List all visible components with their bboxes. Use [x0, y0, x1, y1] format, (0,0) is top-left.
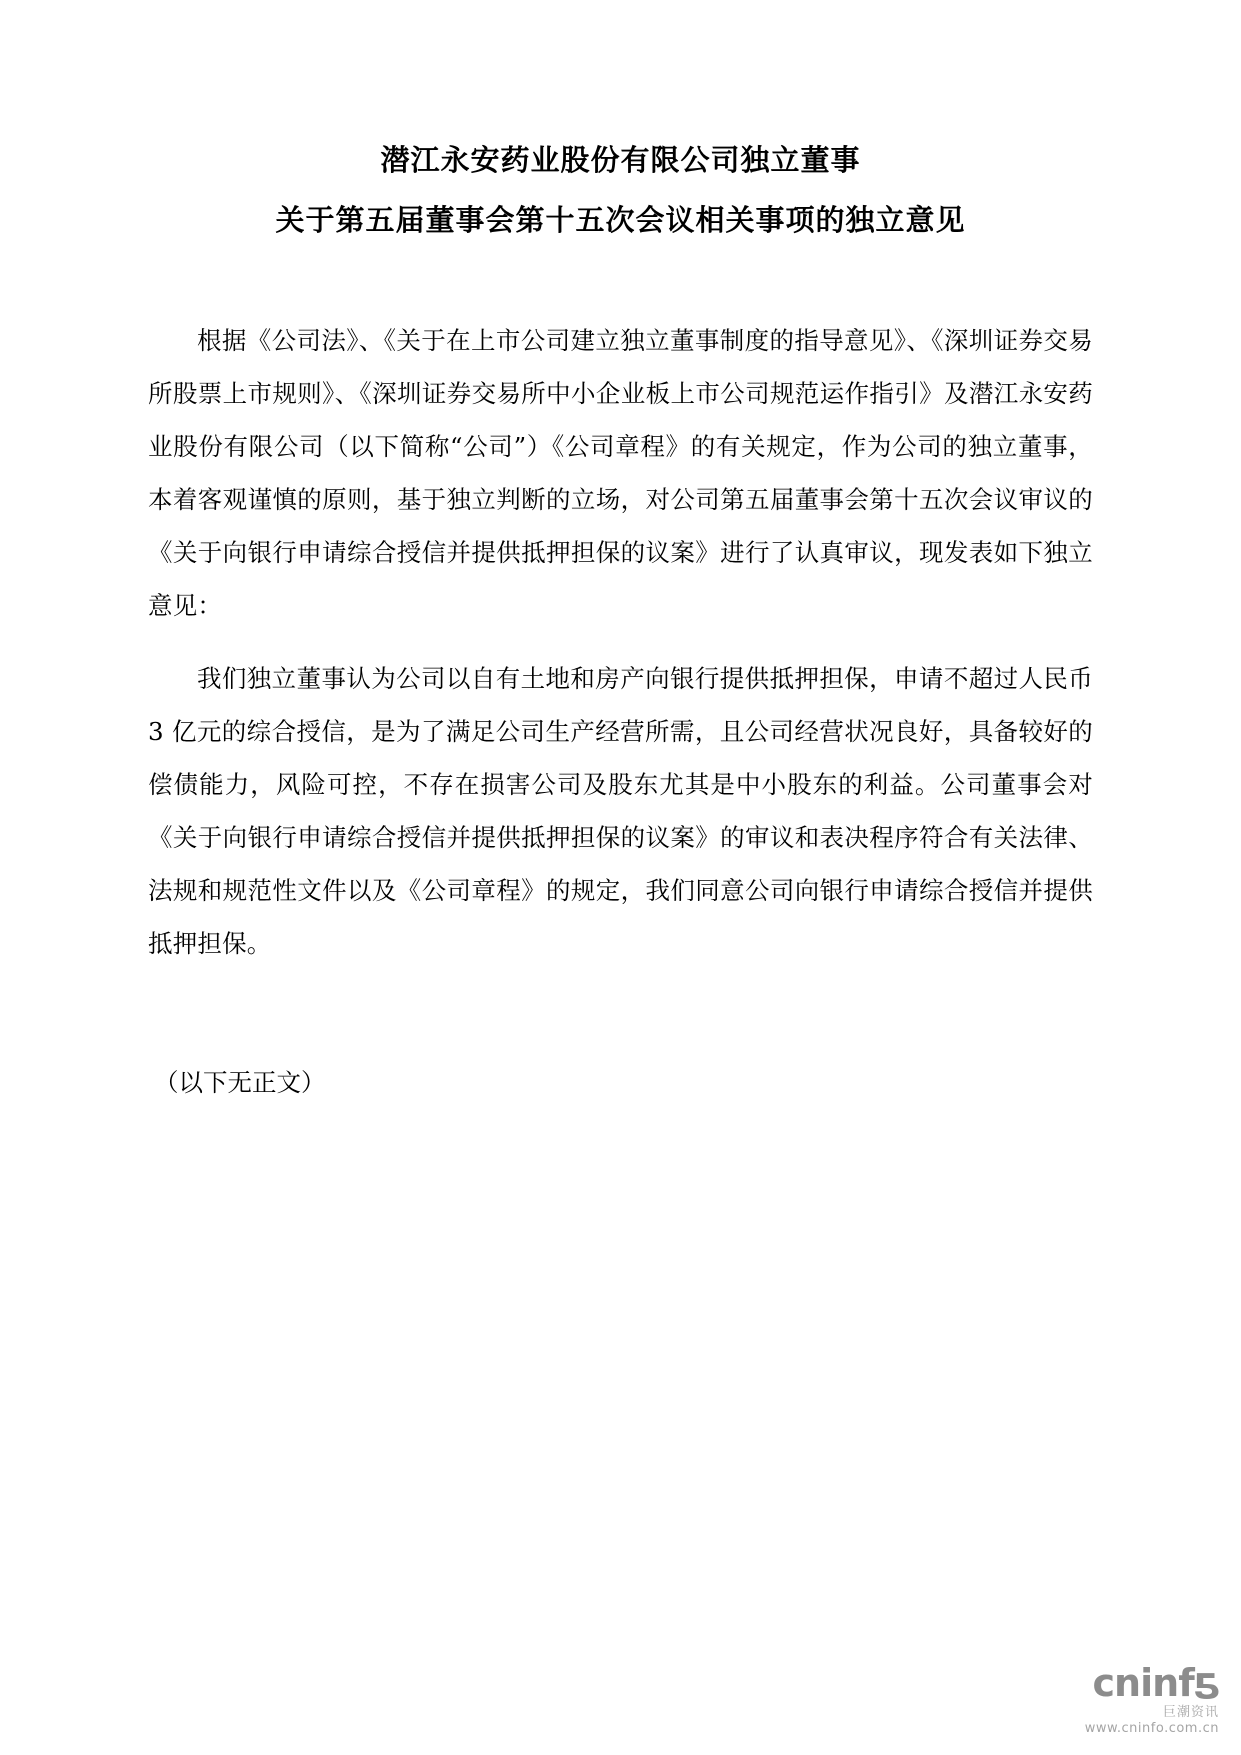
cninfo-sub-cn: 巨潮资讯: [1162, 1705, 1219, 1720]
title-line-2: 关于第五届董事会第十五次会议相关事项的独立意见: [275, 203, 966, 237]
title-line-1: 潜江永安药业股份有限公司独立董事: [380, 143, 861, 177]
cninfo-logo-text: [1093, 1663, 1219, 1705]
cninfo-watermark: [1085, 1663, 1219, 1737]
cninfo-sub-url: www.cninfo.com.cn: [1084, 1721, 1219, 1736]
paragraph-2: 我们独立董事认为公司以自有土地和房产向银行提供抵押担保，申请不超过人民币 3 亿元的综合授信，是为了满足公司生产经营所需，且公司经营状况良好，具备较好的偿债能力，风险可控，不存在损害公司及股东尤其是中小股东的利益。公司董事会对《关于向银行申请综合授信并提供抵押担保的议案》的审议和表决程序符合有关法律、法规和规范性文件以及《公司章程》的规定，我们同意公司向银行申请综合授信并提供抵押担保。: [148, 664, 1093, 958]
closing-note: （以下无正文）: [154, 1068, 326, 1097]
document-body: [148, 314, 1093, 1109]
paragraph-1: 根据《公司法》、《关于在上市公司建立独立董事制度的指导意见》、《深圳证券交易所股票上市规则》、《深圳证券交易所中小企业板上市公司规范运作指引》及潜江永安药业股份有限公司（以下简称“公司”）《公司章程》的有关规定，作为公司的独立董事，本着客观谨慎的原则，基于独立判断的立场，对公司第五届董事会第十五次会议审议的《关于向银行申请综合授信并提供抵押担保的议案》进行了认真审议，现发表如下独立意见：: [148, 326, 1093, 620]
page-title: [148, 130, 1093, 250]
cninfo-brand-label: cninf: [1092, 1661, 1194, 1705]
cninfo-swirl-icon: Ƽ: [1193, 1667, 1219, 1707]
